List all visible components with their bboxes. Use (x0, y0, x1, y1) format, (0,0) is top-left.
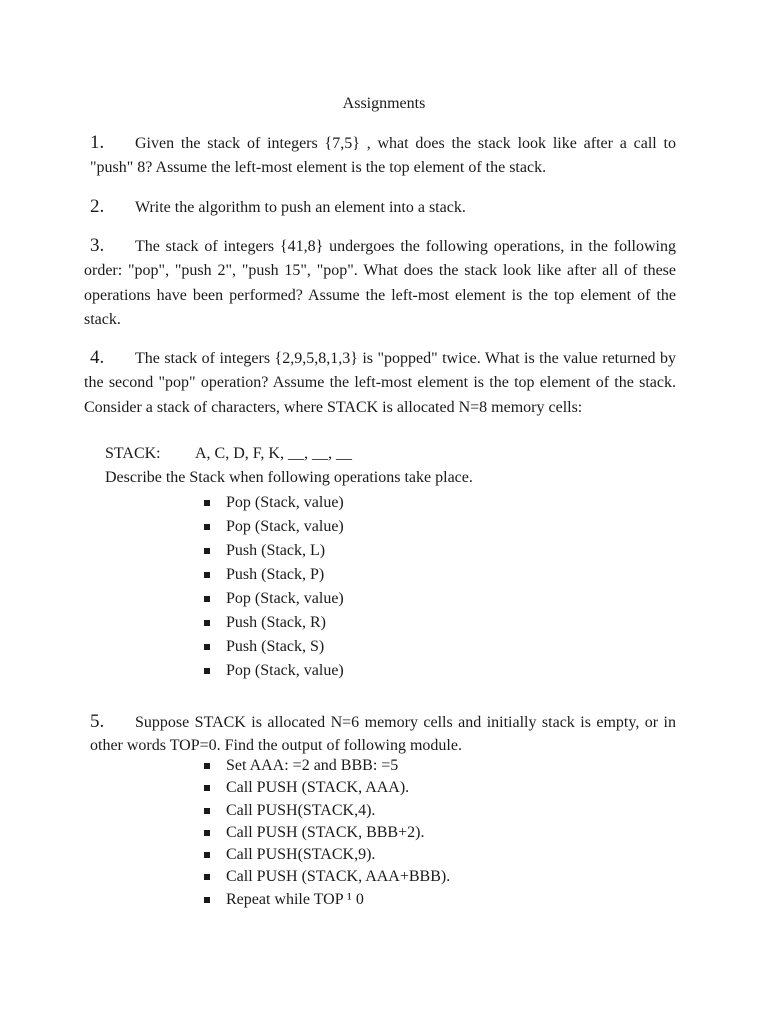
list-item: Push (Stack, S) (204, 635, 344, 659)
question-4 (84, 346, 676, 420)
page-title: Assignments (342, 95, 426, 112)
describe-instruction: Describe the Stack when following operations take place. (105, 469, 473, 486)
list-item: Pop (Stack, value) (204, 515, 344, 539)
question-1 (90, 131, 676, 181)
list-item: Call PUSH (STACK, AAA). (204, 777, 450, 799)
bullet-square-icon (204, 763, 210, 769)
question-number: 2. (90, 196, 105, 217)
bullet-square-icon (204, 668, 210, 674)
question-2 (90, 195, 676, 220)
bullet-square-icon (204, 620, 210, 626)
bullet-square-icon (204, 785, 210, 791)
list-item: Push (Stack, P) (204, 563, 344, 587)
bullet-square-icon (204, 897, 210, 903)
question-5 (90, 710, 676, 757)
list-item: Pop (Stack, value) (204, 587, 344, 611)
question-number: 1. (90, 132, 105, 153)
list-item: Call PUSH(STACK,9). (204, 844, 450, 866)
bullet-square-icon (204, 548, 210, 554)
list-item: Pop (Stack, value) (204, 491, 344, 515)
bullet-square-icon (204, 852, 210, 858)
bullet-square-icon (204, 874, 210, 880)
list-item: Set AAA: =2 and BBB: =5 (204, 755, 450, 777)
question-number: 4. (90, 347, 105, 368)
bullet-square-icon (204, 644, 210, 650)
bullet-square-icon (204, 808, 210, 814)
list-item: Push (Stack, L) (204, 539, 344, 563)
list-item: Push (Stack, R) (204, 611, 344, 635)
list-item: Repeat while TOP ¹ 0 (204, 889, 450, 911)
question-number: 3. (90, 235, 105, 256)
list-item: Pop (Stack, value) (204, 659, 344, 683)
bullet-square-icon (204, 500, 210, 506)
question-number: 5. (90, 711, 105, 732)
module-steps-list (204, 755, 450, 911)
list-item: Call PUSH (STACK, BBB+2). (204, 822, 450, 844)
stack-line (105, 442, 352, 466)
bullet-square-icon (204, 596, 210, 602)
list-item: Call PUSH (STACK, AAA+BBB). (204, 866, 450, 888)
bullet-square-icon (204, 524, 210, 530)
question-3 (84, 234, 676, 332)
bullet-square-icon (204, 830, 210, 836)
question-text: The stack of integers {2,9,5,8,1,3} is "popped" twice. What is the value returned by the second "pop" operation? Assume the left-most element is the top element of the stack. Consider a stack of characters, where STACK is allocated N=8 memory cells: (84, 350, 676, 416)
question-text: The stack of integers {41,8} undergoes the following operations, in the following order: "pop", "push 2", "push 15", "pop". What does the stack look like after all of these operations have been performed? Assume the left-most element is the top element of the stack. (84, 238, 676, 328)
stack-value: A, C, D, F, K, __, __, __ (195, 445, 352, 462)
question-text: Given the stack of integers {7,5} , what does the stack look like after a call to "push" 8? Assume the left-most element is the top element of the stack. (90, 135, 676, 177)
stack-label: STACK: (105, 445, 161, 462)
list-item: Call PUSH(STACK,4). (204, 800, 450, 822)
bullet-square-icon (204, 572, 210, 578)
question-text: Write the algorithm to push an element into a stack. (135, 199, 466, 216)
question-text: Suppose STACK is allocated N=6 memory cells and initially stack is empty, or in other words TOP=0. Find the output of following module. (90, 714, 676, 754)
operations-list (204, 491, 344, 683)
